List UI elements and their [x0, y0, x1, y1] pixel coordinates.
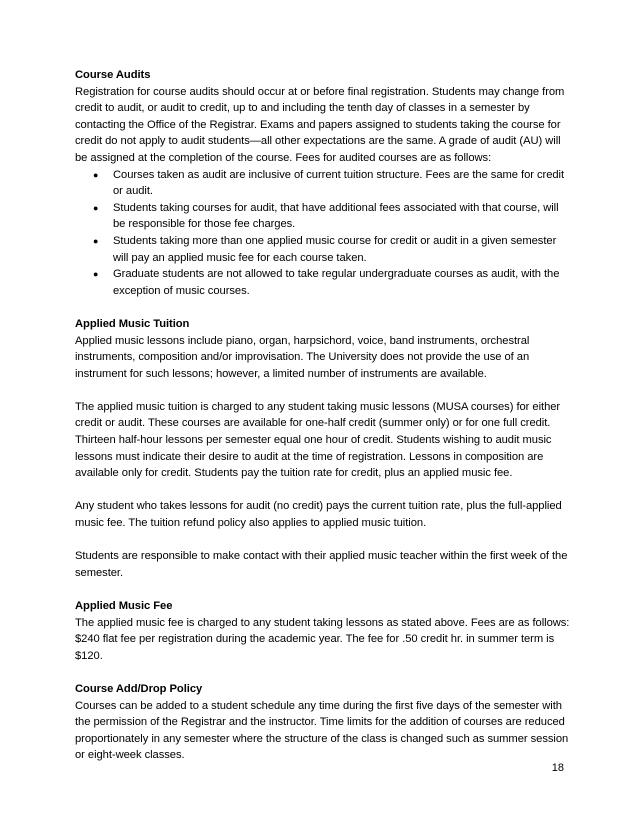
page-number: 18 [551, 762, 564, 774]
section-course-add-drop-policy [75, 681, 573, 764]
list-item [93, 167, 573, 200]
section-heading: Applied Music Tuition [75, 317, 190, 330]
bullet-list [75, 167, 573, 300]
bullet-icon: ● [93, 235, 99, 246]
section-heading: Course Audits [75, 69, 151, 81]
list-item [93, 200, 573, 233]
list-item [93, 266, 573, 299]
list-item-text: Courses taken as audit are inclusive of current tuition structure. Fees are the same for credit or audit. [113, 168, 565, 198]
section-course-audits [75, 67, 573, 299]
list-item [93, 233, 573, 266]
list-item-text: Students taking more than one applied music course for credit or audit in a given semester will pay an applied music fee for each course taken. [113, 234, 557, 264]
section-heading: Course Add/Drop Policy [75, 682, 203, 695]
list-item-text: Graduate students are not allowed to take regular undergraduate courses as audit, with the exception of music courses. [113, 268, 560, 297]
bullet-icon: ● [93, 169, 99, 180]
paragraph: Students are responsible to make contact with their applied music teacher within the first week of the semester. [75, 550, 568, 579]
list-item-text: Students taking courses for audit, that have additional fees associated with that course, will be responsible for those fee charges. [113, 201, 559, 231]
paragraph: Registration for course audits should occur at or before final registration. Students may change from credit to audit, or audit to credit, up to and including the tenth day of classes in a semester by contacting the Office of the Registrar. Exams and papers assigned to students taking the course for credit do not apply to audit students—all other expectations are the same. A grade of audit (AU) will be assigned at the completion of the course. Fees for audited courses are as follows: [75, 85, 565, 164]
bullet-icon: ● [93, 202, 99, 213]
paragraph: The applied music tuition is charged to any student taking music lessons (MUSA courses) for either credit or audit. These courses are available for one-half credit (summer only) or for one full credit. Thirteen half-hour lessons per semester equal one hour of credit. Students wishing to audit music lessons must indicate their desire to audit at the time of registration. Lessons in composition are available only for credit. Students pay the tuition rate for credit, plus an applied music fee. [75, 400, 561, 480]
paragraph: Any student who takes lessons for audit (no credit) pays the current tuition rate, plus the full-applied music fee. The tuition refund policy also applies to applied music tuition. [75, 500, 562, 530]
section-heading: Applied Music Fee [75, 600, 173, 612]
paragraph: Applied music lessons include piano, organ, harpsichord, voice, band instruments, orchestral instruments, composition and/or improvisation. The University does not provide the use of an instrument for such lessons; however, a limited number of instruments are available. [75, 334, 530, 380]
paragraph: Courses can be added to a student schedule any time during the first five days of the semester with the permission of the Registrar and the instructor. Time limits for the addition of courses are reduced proportionately in any semester where the structure of the class is changed such as summer session or eight-week classes. [75, 699, 569, 762]
section-applied-music-tuition [75, 316, 573, 582]
document-page [75, 67, 573, 764]
bullet-icon: ● [93, 269, 99, 280]
section-applied-music-fee [75, 598, 573, 664]
paragraph: The applied music fee is charged to any student taking lessons as stated above. Fees are as follows: $240 flat fee per registration during the academic year. The fee for .50 credit hr. in summer term is $120. [75, 616, 570, 662]
